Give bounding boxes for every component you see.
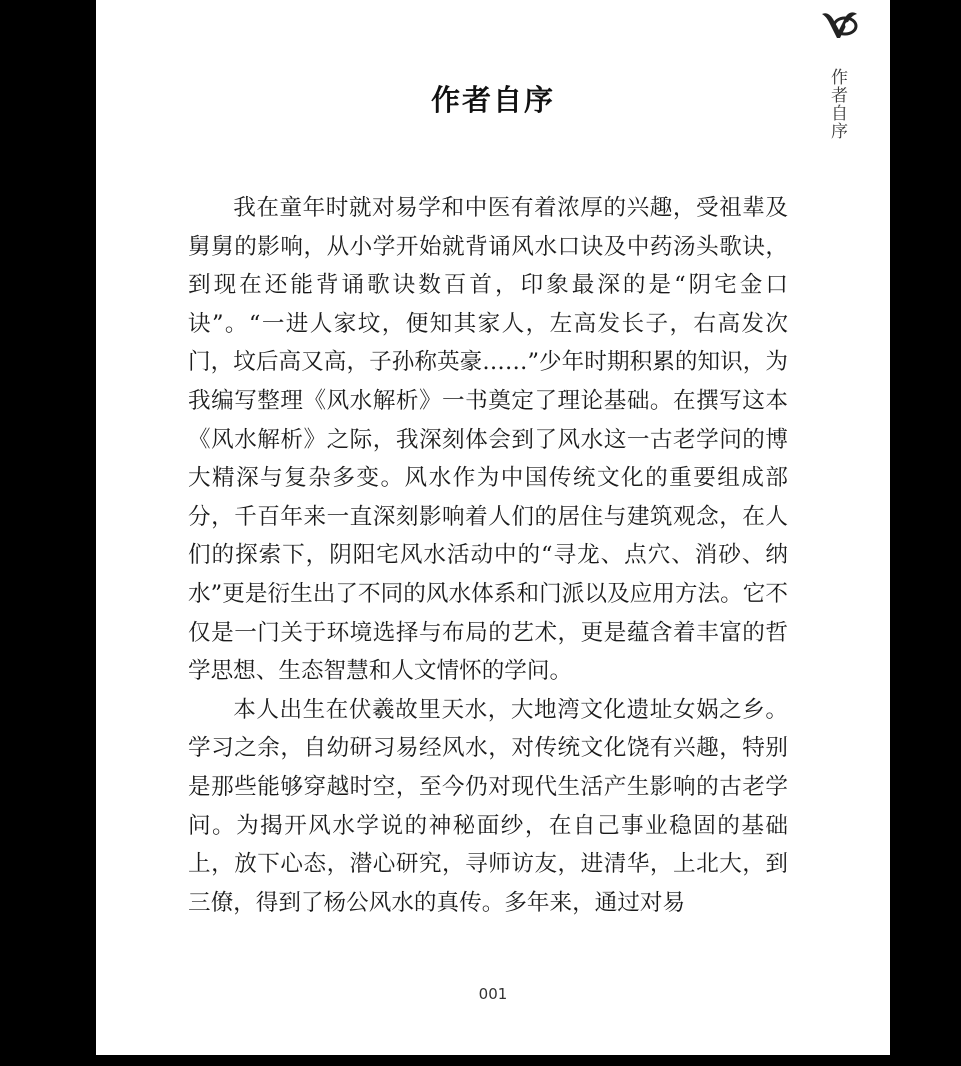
chapter-title: 作者自序	[430, 83, 555, 117]
running-header: 作者自序	[827, 68, 847, 140]
body-text	[188, 189, 788, 922]
book-page	[96, 0, 890, 1055]
page-number: 001	[478, 985, 508, 1003]
paragraph: 本人出生在伏羲故里天水，大地湾文化遗址女娲之乡。学习之余，自幼研习易经风水，对传统文化饶有兴趣，特别是那些能够穿越时空，至今仍对现代生活产生影响的古老学问。为揭开风水学说的神秘面纱，在自己事业稳固的基础上，放下心态，潜心研究，寻师访友，进清华，上北大，到三僚，得到了杨公风水的真传。多年来，通过对易	[188, 696, 788, 916]
paragraph: 我在童年时就对易学和中医有着浓厚的兴趣，受祖辈及舅舅的影响，从小学开始就背诵风水口诀及中药汤头歌诀，到现在还能背诵歌诀数百首，印象最深的是“阴宅金口诀”。“一进人家坟，便知其家人，左高发长子，右高发次门，坟后高又高，子孙称英豪……”少年时期积累的知识，为我编写整理《风水解析》一书奠定了理论基础。在撰写这本《风水解析》之际，我深刻体会到了风水这一古老学问的博大精深与复杂多变。风水作为中国传统文化的重要组成部分，千百年来一直深刻影响着人们的居住与建筑观念，在人们的探索下，阴阳宅风水活动中的“寻龙、点穴、消砂、纳水”更是衍生出了不同的风水体系和门派以及应用方法。它不仅是一门关于环境选择与布局的艺术，更是蕴含着丰富的哲学思想、生态智慧和人文情怀的学问。	[188, 195, 788, 685]
brand-logo-icon	[818, 6, 860, 42]
